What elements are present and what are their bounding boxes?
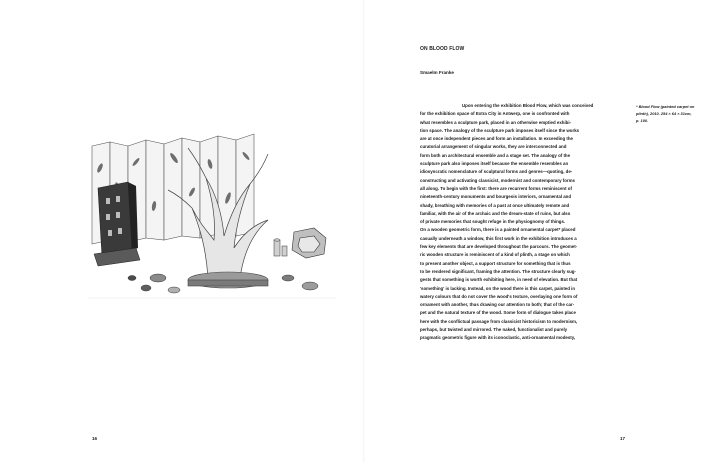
installation-drawing <box>88 128 336 308</box>
body-line: of private memories that sought refuge in the physiognomy of things. <box>420 219 566 225</box>
installation-illustration <box>88 128 336 308</box>
body-line: idiosyncratic nomenclature of sculptural forms and genres—quoting, de- <box>420 169 573 175</box>
body-line: ornament with another, thus drawing our attention to both; that of the car- <box>420 302 575 308</box>
body-line: casually underneath a window, this first work in the exhibition introduces a <box>420 235 577 241</box>
right-page-number: 17 <box>620 436 626 441</box>
body-line: tion space. The analogy of the sculpture park imposes itself since the works <box>420 127 580 133</box>
body-line: to be rendered significant, framing the attention. The structure clearly sug- <box>420 268 576 274</box>
essay-body <box>420 102 626 343</box>
body-line: constructing and activating classicist, modernist and contemporary forms <box>420 177 575 183</box>
page-gutter <box>363 0 365 463</box>
body-line: Upon entering the exhibition Blood Flow, which was conceived <box>462 103 594 108</box>
body-line: watery colours that do not cover the wood's texture, overlaying one form of <box>420 293 578 299</box>
body-line: sculpture park also imposes itself because the ensemble resembles an <box>420 161 569 167</box>
body-line: pet and the natural texture of the wood. Some form of dialogue takes place <box>420 310 576 316</box>
body-line: nineteenth-century monuments and bourgeois interiors, ornamental and <box>420 194 572 200</box>
body-line: On a wooden geometric form, there is a painted ornamental carpet* placed <box>420 227 576 233</box>
body-line: are at once independent pieces and form an installation. In exceeding the <box>420 136 573 142</box>
body-line: pragmatic geometric figure with its iconoclastic, anti-ornamental modesty, <box>420 335 576 341</box>
essay-author: Smaelm Franke <box>420 70 454 75</box>
body-line: what resembles a sculpture park, placed in an otherwise emptied exhibi- <box>420 119 572 125</box>
body-line: ric wooden structure is reminiscent of a kind of plinth, a stage on which <box>420 252 570 258</box>
body-line: few key elements that are developed throughout the parcours. The geomet- <box>420 244 578 250</box>
left-page-number: 16 <box>92 436 98 441</box>
essay-title: ON BLOOD FLOW <box>420 46 465 52</box>
footnote-line: * Blood Flow (painted carpet on <box>636 104 695 109</box>
body-line: shady, breathing with memories of a past at once ultimately remote and <box>420 202 570 208</box>
footnote-line: p. 100. <box>636 118 649 123</box>
body-line: here with the conflictual passage from classicist historicism to modernism, <box>420 318 578 324</box>
body-line: form both an architectural ensemble and a stage set. The analogy of the <box>420 152 571 158</box>
body-line: to present another object, a support structure for something that is thus <box>420 260 571 266</box>
body-line: perhaps, but twisted and mirrored. The naked, functionalist and purely <box>420 327 568 333</box>
body-line: curatorial arrangement of singular works, they are interconnected and <box>420 144 567 150</box>
footnote <box>636 103 714 124</box>
body-line: 'something' is lacking. Instead, on the wood there is this carpet, painted in <box>420 285 576 291</box>
footnote-line: plinth), 2010. 254 × 64 × 31cm, <box>636 111 692 116</box>
body-line: for the exhibition space of Extra City in Antwerp, one is confronted with <box>420 111 570 117</box>
body-line: gests that something is worth exhibiting here, in need of elevation. But that <box>420 277 578 283</box>
body-line: all along. To begin with the first: there are recurrent forms reminiscent of <box>420 185 572 191</box>
body-line: familiar, with the air of the archaic and the dream-state of ruins, but also <box>420 210 571 216</box>
